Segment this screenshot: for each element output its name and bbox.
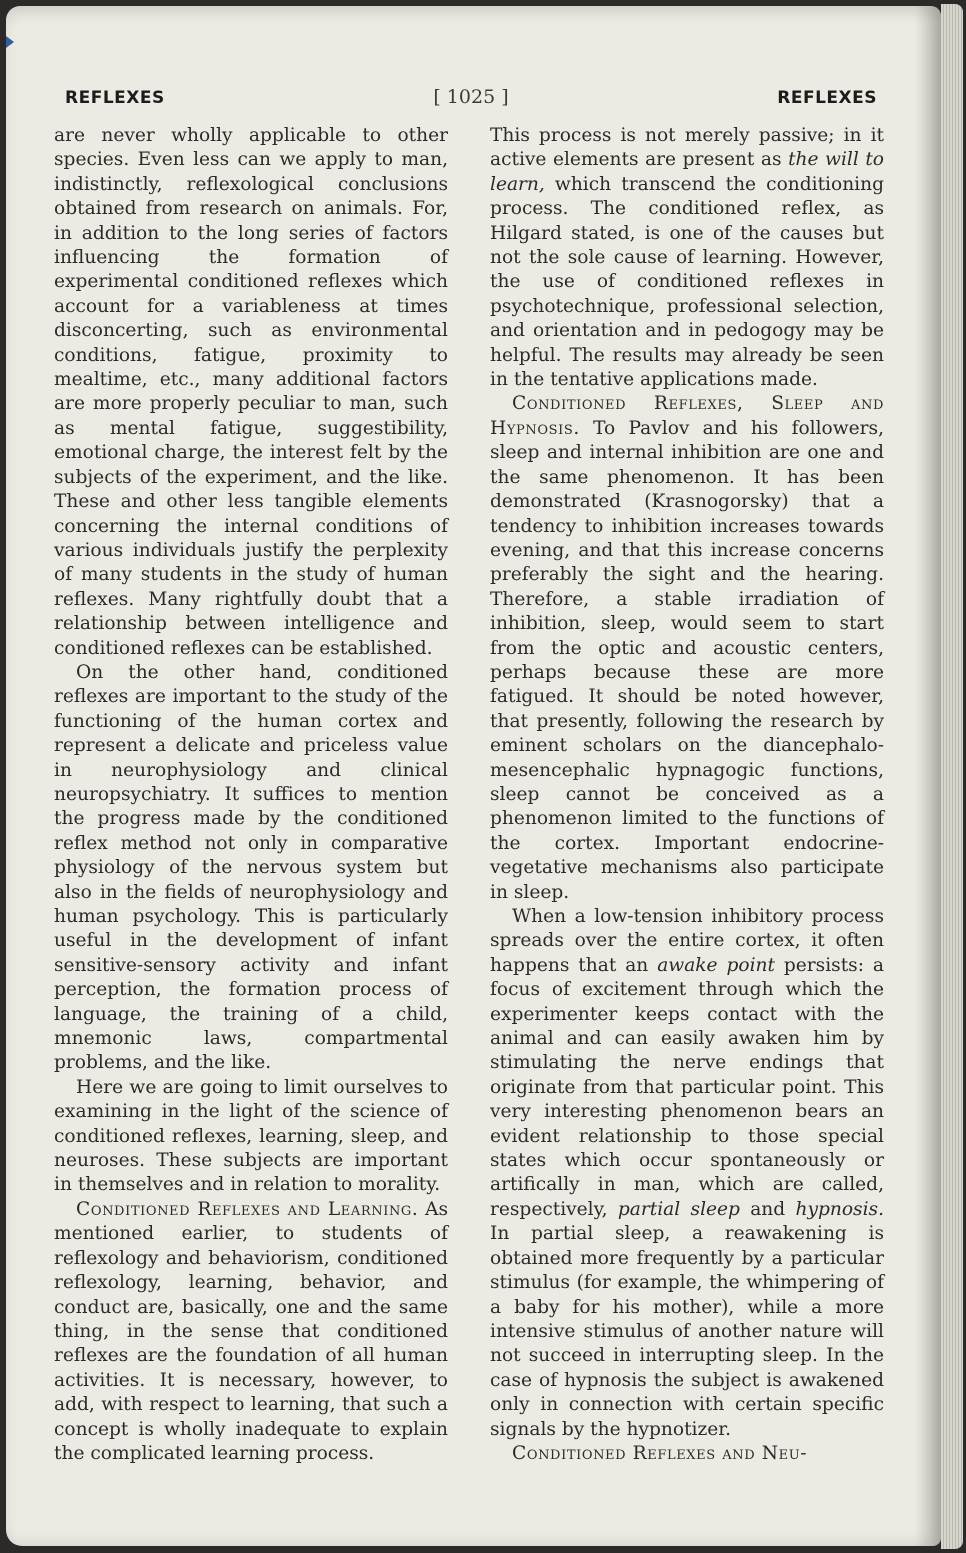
bookmark-tab bbox=[6, 36, 14, 48]
paragraph-text: persists: a focus of excitement through which the experimenter keeps contact with the animal and can easily awaken him by stimulating the nerve endings that originate from that particular point. This very interesting phenomenon bears an evident relationship to those special states which occur spontaneously or artifically in man, which are called, respectively, bbox=[490, 954, 884, 1220]
paragraph bbox=[54, 1198, 448, 1466]
section-heading: Conditioned Reflexes and Neu- bbox=[512, 1442, 808, 1464]
paragraph-text: To Pavlov and his followers, sleep and internal inhibition are one and the same phenomenon. It has been demonstrated (Krasnogorsky) that a tendency to inhibition increases towards evening, and that this increase concerns preferably the sight and the hearing. Therefore, a stable irradiation of inhibition, sleep, would seem to start from the optic and acoustic centers, perhaps because these are more fatigued. It should be noted however, that presently, following the research by eminent scholars on the diancephalo-mesencephalic hypnagogic functions, sleep cannot be conceived as a phenomenon limited to the functions of the cortex. Important endocrine-vegetative mechanisms also participate in sleep. bbox=[490, 417, 884, 903]
paragraph: Here we are going to limit ourselves to examining in the light of the science of conditioned reflexes, learning, sleep, and neuroses. These subjects are important in themselves and in relation to morality. bbox=[54, 1076, 448, 1196]
paragraph-text: which transcend the conditioning process. The conditioned reflex, as Hilgard stated, is one of the causes but not the sole cause of learning. However, the use of conditioned reflexes in psychotechnique, professional selection, and orientation and in pedogogy may be helpful. The results may already be seen in the tentative applications made. bbox=[490, 173, 884, 391]
left-column bbox=[54, 124, 448, 1466]
paragraph-text: This process is not merely passive; in it active elements are present as bbox=[490, 125, 884, 171]
paragraph bbox=[490, 392, 884, 905]
book-page bbox=[6, 6, 941, 1546]
paragraph bbox=[490, 1442, 884, 1466]
section-heading: Conditioned Reflexes, Sleep and Hypnosis. bbox=[490, 393, 884, 439]
paragraph-text: As mentioned earlier, to students of reflexology and behaviorism, conditioned reflexology, learning, behavior, and conduct are, basically, one and the same thing, in the sense that conditioned reflexes are the foundation of all human activities. It is necessary, however, to add, with respect to learning, that such a concept is wholly inadequate to explain the complicated learning process. bbox=[54, 1198, 448, 1464]
paragraph: On the other hand, conditioned reflexes are important to the study of the functioning of the human cortex and represent a delicate and priceless value in neurophysiology and clinical neuropsychiatry. It suffices to mention the progress made by the conditioned reflex method not only in comparative physiology of the nervous system but also in the fields of neurophysiology and human psychology. This is particularly useful in the development of infant sensitive-sensory activity and infant perception, the formation process of language, the training of a child, mnemonic laws, compartmental problems, and the like. bbox=[54, 661, 448, 1074]
running-head bbox=[61, 86, 881, 116]
running-head-right: REFLEXES bbox=[777, 88, 877, 108]
paragraph-text: and bbox=[739, 1198, 796, 1220]
emphasis: awake point bbox=[657, 954, 775, 976]
section-heading: Conditioned Reflexes and Learning. bbox=[76, 1198, 419, 1220]
paragraph-text: When a low-tension inhibitory process spreads over the entire cortex, it often happens that an bbox=[490, 906, 884, 976]
emphasis: the will to learn, bbox=[490, 149, 884, 195]
emphasis: partial sleep bbox=[617, 1198, 740, 1220]
running-head-left: REFLEXES bbox=[65, 88, 165, 108]
page-number: [ 1025 ] bbox=[433, 86, 509, 108]
page-edges bbox=[941, 4, 963, 1549]
page-shadow bbox=[915, 6, 941, 1546]
paragraph-text: In partial sleep, a reawakening is obtained more frequently by a particular stimulus (for example, the whimpering of a baby for his mother), while a more intensive stimulus of another nature will not succeed in interrupting sleep. In the case of hypnosis the subject is awakened only in connection with certain specific signals by the hypnotizer. bbox=[490, 1223, 884, 1440]
paragraph bbox=[490, 124, 884, 392]
paragraph: are never wholly applicable to other species. Even less can we apply to man, indistinctly, reflexological conclusions obtained from research on animals. For, in addition to the long series of factors influencing the formation of experimental conditioned reflexes which account for a variableness at times disconcerting, such as environmental conditions, fatigue, proximity to mealtime, etc., many additional factors are more properly peculiar to man, such as mental fatigue, suggestibility, emotional charge, the interest felt by the subjects of the experiment, and the like. These and other less tangible elements concerning the internal conditions of various individuals justify the perplexity of many students in the study of human reflexes. Many rightfully doubt that a relationship between intelligence and conditioned reflexes can be established. bbox=[54, 125, 448, 659]
emphasis: hypnosis. bbox=[795, 1198, 884, 1220]
right-column bbox=[490, 124, 884, 1466]
paragraph bbox=[490, 905, 884, 1442]
